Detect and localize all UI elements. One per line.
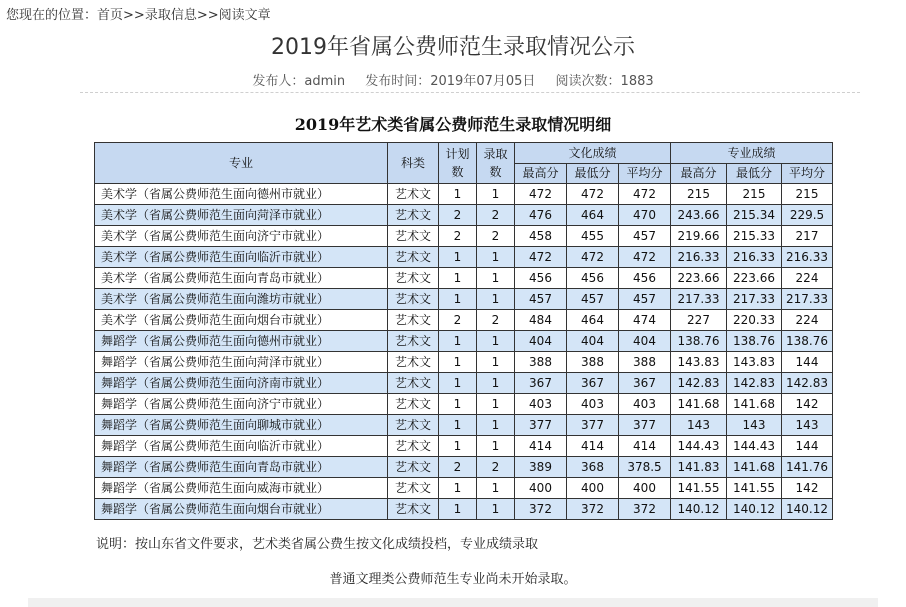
cell-plan: 1 bbox=[439, 268, 477, 289]
header-plan: 计划数 bbox=[439, 143, 477, 184]
cell-admitted: 1 bbox=[477, 373, 515, 394]
cell-major: 美术学（省属公费师范生面向青岛市就业） bbox=[95, 268, 388, 289]
article-meta bbox=[0, 70, 906, 89]
table-row bbox=[95, 352, 833, 373]
cell-pro-avg: 144 bbox=[782, 352, 833, 373]
admission-table bbox=[94, 142, 833, 520]
table-row bbox=[95, 394, 833, 415]
header-major: 专业 bbox=[95, 143, 388, 184]
cell-pro-min: 141.55 bbox=[727, 478, 782, 499]
note: 说明：按山东省文件要求，艺术类省属公费生按文化成绩投档，专业成绩录取 bbox=[96, 537, 539, 552]
cell-category: 艺术文 bbox=[388, 352, 439, 373]
cell-category: 艺术文 bbox=[388, 289, 439, 310]
cell-major: 舞蹈学（省属公费师范生面向济宁市就业） bbox=[95, 394, 388, 415]
cell-pro-max: 141.55 bbox=[671, 478, 727, 499]
breadcrumb-section-link[interactable]: 录取信息 bbox=[144, 8, 197, 23]
cell-pro-max: 223.66 bbox=[671, 268, 727, 289]
cell-category: 艺术文 bbox=[388, 415, 439, 436]
table-header-row bbox=[95, 143, 833, 164]
cell-pro-min: 143 bbox=[727, 415, 782, 436]
cell-plan: 1 bbox=[439, 394, 477, 415]
cell-admitted: 2 bbox=[477, 205, 515, 226]
cell-pro-min: 217.33 bbox=[727, 289, 782, 310]
cell-culture-max: 472 bbox=[515, 184, 567, 205]
cell-category: 艺术文 bbox=[388, 478, 439, 499]
cell-admitted: 1 bbox=[477, 499, 515, 520]
cell-culture-max: 414 bbox=[515, 436, 567, 457]
cell-plan: 1 bbox=[439, 184, 477, 205]
publisher: 发布人：admin bbox=[252, 74, 346, 89]
cell-pro-avg: 142 bbox=[782, 478, 833, 499]
cell-admitted: 1 bbox=[477, 415, 515, 436]
breadcrumb-prefix: 您现在的位置： bbox=[6, 8, 98, 23]
cell-plan: 1 bbox=[439, 415, 477, 436]
cell-admitted: 1 bbox=[477, 247, 515, 268]
cell-culture-avg: 372 bbox=[619, 499, 671, 520]
cell-culture-min: 456 bbox=[567, 268, 619, 289]
cell-culture-max: 367 bbox=[515, 373, 567, 394]
cell-plan: 2 bbox=[439, 310, 477, 331]
cell-culture-avg: 404 bbox=[619, 331, 671, 352]
cell-culture-avg: 456 bbox=[619, 268, 671, 289]
cell-major: 美术学（省属公费师范生面向潍坊市就业） bbox=[95, 289, 388, 310]
cell-culture-min: 367 bbox=[567, 373, 619, 394]
table-body bbox=[95, 184, 833, 520]
cell-plan: 2 bbox=[439, 205, 477, 226]
cell-admitted: 1 bbox=[477, 478, 515, 499]
cell-category: 艺术文 bbox=[388, 499, 439, 520]
cell-category: 艺术文 bbox=[388, 247, 439, 268]
publish-time: 发布时间：2019年07月05日 bbox=[365, 74, 536, 89]
breadcrumb-separator: >> bbox=[123, 8, 145, 23]
header-category: 科类 bbox=[388, 143, 439, 184]
cell-major: 舞蹈学（省属公费师范生面向青岛市就业） bbox=[95, 457, 388, 478]
table-row bbox=[95, 415, 833, 436]
cell-culture-avg: 367 bbox=[619, 373, 671, 394]
table-row bbox=[95, 331, 833, 352]
cell-pro-min: 220.33 bbox=[727, 310, 782, 331]
cell-culture-min: 455 bbox=[567, 226, 619, 247]
table-row bbox=[95, 499, 833, 520]
header-pro-max: 最高分 bbox=[671, 163, 727, 184]
cell-pro-max: 140.12 bbox=[671, 499, 727, 520]
header-culture: 文化成绩 bbox=[515, 143, 671, 164]
cell-pro-max: 141.83 bbox=[671, 457, 727, 478]
cell-culture-min: 404 bbox=[567, 331, 619, 352]
cell-major: 舞蹈学（省属公费师范生面向烟台市就业） bbox=[95, 499, 388, 520]
cell-pro-min: 215 bbox=[727, 184, 782, 205]
cell-pro-min: 223.66 bbox=[727, 268, 782, 289]
cell-culture-avg: 403 bbox=[619, 394, 671, 415]
table-row bbox=[95, 478, 833, 499]
cell-culture-avg: 474 bbox=[619, 310, 671, 331]
cell-major: 舞蹈学（省属公费师范生面向聊城市就业） bbox=[95, 415, 388, 436]
cell-culture-max: 403 bbox=[515, 394, 567, 415]
cell-culture-avg: 472 bbox=[619, 247, 671, 268]
table-row bbox=[95, 373, 833, 394]
cell-pro-min: 141.68 bbox=[727, 457, 782, 478]
read-count: 阅读次数：1883 bbox=[555, 74, 654, 89]
cell-culture-max: 377 bbox=[515, 415, 567, 436]
cell-pro-min: 144.43 bbox=[727, 436, 782, 457]
cell-pro-max: 215 bbox=[671, 184, 727, 205]
cell-admitted: 1 bbox=[477, 352, 515, 373]
cell-plan: 1 bbox=[439, 352, 477, 373]
cell-culture-max: 472 bbox=[515, 247, 567, 268]
cell-culture-avg: 470 bbox=[619, 205, 671, 226]
cell-admitted: 1 bbox=[477, 289, 515, 310]
cell-pro-max: 216.33 bbox=[671, 247, 727, 268]
cell-category: 艺术文 bbox=[388, 373, 439, 394]
footer-text: 普通文理类公费师范生专业尚未开始录取。 bbox=[329, 572, 577, 587]
cell-culture-min: 400 bbox=[567, 478, 619, 499]
cell-culture-min: 372 bbox=[567, 499, 619, 520]
cell-pro-avg: 224 bbox=[782, 268, 833, 289]
table-row bbox=[95, 268, 833, 289]
breadcrumb-separator: >> bbox=[196, 8, 219, 23]
cell-culture-min: 368 bbox=[567, 457, 619, 478]
cell-pro-min: 142.83 bbox=[727, 373, 782, 394]
cell-admitted: 1 bbox=[477, 184, 515, 205]
cell-admitted: 1 bbox=[477, 268, 515, 289]
cell-admitted: 1 bbox=[477, 394, 515, 415]
cell-admitted: 1 bbox=[477, 331, 515, 352]
cell-pro-avg: 217 bbox=[782, 226, 833, 247]
cell-culture-avg: 388 bbox=[619, 352, 671, 373]
cell-culture-max: 457 bbox=[515, 289, 567, 310]
table-row bbox=[95, 226, 833, 247]
cell-culture-max: 372 bbox=[515, 499, 567, 520]
cell-category: 艺术文 bbox=[388, 436, 439, 457]
cell-plan: 1 bbox=[439, 436, 477, 457]
cell-category: 艺术文 bbox=[388, 205, 439, 226]
table-row bbox=[95, 457, 833, 478]
cell-culture-min: 414 bbox=[567, 436, 619, 457]
cell-pro-max: 144.43 bbox=[671, 436, 727, 457]
cell-admitted: 1 bbox=[477, 436, 515, 457]
cell-pro-max: 243.66 bbox=[671, 205, 727, 226]
cell-category: 艺术文 bbox=[388, 226, 439, 247]
table-row bbox=[95, 247, 833, 268]
cell-major: 舞蹈学（省属公费师范生面向临沂市就业） bbox=[95, 436, 388, 457]
cell-pro-avg: 217.33 bbox=[782, 289, 833, 310]
table-row bbox=[95, 289, 833, 310]
cell-culture-avg: 400 bbox=[619, 478, 671, 499]
divider bbox=[80, 92, 860, 93]
cell-culture-max: 404 bbox=[515, 331, 567, 352]
cell-culture-min: 472 bbox=[567, 247, 619, 268]
header-culture-max: 最高分 bbox=[515, 163, 567, 184]
cell-culture-avg: 377 bbox=[619, 415, 671, 436]
cell-culture-max: 388 bbox=[515, 352, 567, 373]
cell-pro-min: 141.68 bbox=[727, 394, 782, 415]
cell-pro-max: 142.83 bbox=[671, 373, 727, 394]
cell-pro-min: 143.83 bbox=[727, 352, 782, 373]
header-pro-min: 最低分 bbox=[727, 163, 782, 184]
cell-plan: 1 bbox=[439, 247, 477, 268]
cell-culture-min: 464 bbox=[567, 310, 619, 331]
cell-culture-max: 458 bbox=[515, 226, 567, 247]
table-row bbox=[95, 310, 833, 331]
header-culture-avg: 平均分 bbox=[619, 163, 671, 184]
cell-pro-avg: 142.83 bbox=[782, 373, 833, 394]
cell-major: 美术学（省属公费师范生面向临沂市就业） bbox=[95, 247, 388, 268]
cell-culture-max: 389 bbox=[515, 457, 567, 478]
cell-plan: 2 bbox=[439, 457, 477, 478]
page-title: 2019年省属公费师范生录取情况公示 bbox=[271, 35, 635, 60]
cell-pro-avg: 138.76 bbox=[782, 331, 833, 352]
cell-pro-avg: 143 bbox=[782, 415, 833, 436]
cell-culture-min: 403 bbox=[567, 394, 619, 415]
cell-pro-max: 141.68 bbox=[671, 394, 727, 415]
cell-major: 美术学（省属公费师范生面向烟台市就业） bbox=[95, 310, 388, 331]
cell-culture-max: 400 bbox=[515, 478, 567, 499]
breadcrumb-home-link[interactable]: 首页 bbox=[97, 8, 124, 23]
cell-culture-max: 484 bbox=[515, 310, 567, 331]
cell-major: 美术学（省属公费师范生面向济宁市就业） bbox=[95, 226, 388, 247]
cell-pro-avg: 224 bbox=[782, 310, 833, 331]
cell-culture-avg: 378.5 bbox=[619, 457, 671, 478]
cell-pro-min: 138.76 bbox=[727, 331, 782, 352]
cell-major: 舞蹈学（省属公费师范生面向济南市就业） bbox=[95, 373, 388, 394]
cell-pro-avg: 140.12 bbox=[782, 499, 833, 520]
cell-pro-max: 219.66 bbox=[671, 226, 727, 247]
header-admitted: 录取数 bbox=[477, 143, 515, 184]
cell-category: 艺术文 bbox=[388, 268, 439, 289]
cell-culture-max: 476 bbox=[515, 205, 567, 226]
cell-major: 舞蹈学（省属公费师范生面向菏泽市就业） bbox=[95, 352, 388, 373]
cell-pro-avg: 216.33 bbox=[782, 247, 833, 268]
cell-admitted: 2 bbox=[477, 310, 515, 331]
cell-admitted: 2 bbox=[477, 226, 515, 247]
cell-culture-avg: 457 bbox=[619, 289, 671, 310]
cell-pro-min: 215.33 bbox=[727, 226, 782, 247]
cell-admitted: 2 bbox=[477, 457, 515, 478]
breadcrumb bbox=[6, 4, 271, 23]
cell-culture-avg: 414 bbox=[619, 436, 671, 457]
cell-plan: 2 bbox=[439, 226, 477, 247]
cell-category: 艺术文 bbox=[388, 331, 439, 352]
header-culture-min: 最低分 bbox=[567, 163, 619, 184]
cell-plan: 1 bbox=[439, 331, 477, 352]
table-title: 2019年艺术类省属公费师范生录取情况明细 bbox=[294, 115, 612, 134]
cell-major: 舞蹈学（省属公费师范生面向威海市就业） bbox=[95, 478, 388, 499]
cell-major: 美术学（省属公费师范生面向菏泽市就业） bbox=[95, 205, 388, 226]
header-pro-avg: 平均分 bbox=[782, 163, 833, 184]
cell-pro-avg: 229.5 bbox=[782, 205, 833, 226]
cell-plan: 1 bbox=[439, 499, 477, 520]
cell-culture-max: 456 bbox=[515, 268, 567, 289]
bottom-bar bbox=[28, 598, 878, 607]
cell-category: 艺术文 bbox=[388, 457, 439, 478]
cell-category: 艺术文 bbox=[388, 394, 439, 415]
cell-culture-min: 472 bbox=[567, 184, 619, 205]
cell-culture-avg: 472 bbox=[619, 184, 671, 205]
cell-pro-max: 143 bbox=[671, 415, 727, 436]
cell-pro-max: 138.76 bbox=[671, 331, 727, 352]
cell-pro-max: 227 bbox=[671, 310, 727, 331]
breadcrumb-current: 阅读文章 bbox=[218, 8, 271, 23]
table-row bbox=[95, 184, 833, 205]
cell-culture-min: 457 bbox=[567, 289, 619, 310]
cell-culture-min: 388 bbox=[567, 352, 619, 373]
cell-pro-min: 215.34 bbox=[727, 205, 782, 226]
cell-plan: 1 bbox=[439, 478, 477, 499]
table-row bbox=[95, 205, 833, 226]
header-professional: 专业成绩 bbox=[671, 143, 833, 164]
cell-culture-min: 464 bbox=[567, 205, 619, 226]
cell-pro-avg: 142 bbox=[782, 394, 833, 415]
cell-plan: 1 bbox=[439, 289, 477, 310]
cell-category: 艺术文 bbox=[388, 310, 439, 331]
cell-pro-max: 143.83 bbox=[671, 352, 727, 373]
cell-plan: 1 bbox=[439, 373, 477, 394]
table-row bbox=[95, 436, 833, 457]
cell-pro-avg: 215 bbox=[782, 184, 833, 205]
cell-major: 舞蹈学（省属公费师范生面向德州市就业） bbox=[95, 331, 388, 352]
cell-culture-avg: 457 bbox=[619, 226, 671, 247]
cell-pro-avg: 144 bbox=[782, 436, 833, 457]
cell-pro-min: 216.33 bbox=[727, 247, 782, 268]
cell-category: 艺术文 bbox=[388, 184, 439, 205]
cell-pro-min: 140.12 bbox=[727, 499, 782, 520]
cell-pro-avg: 141.76 bbox=[782, 457, 833, 478]
cell-major: 美术学（省属公费师范生面向德州市就业） bbox=[95, 184, 388, 205]
cell-pro-max: 217.33 bbox=[671, 289, 727, 310]
cell-culture-min: 377 bbox=[567, 415, 619, 436]
